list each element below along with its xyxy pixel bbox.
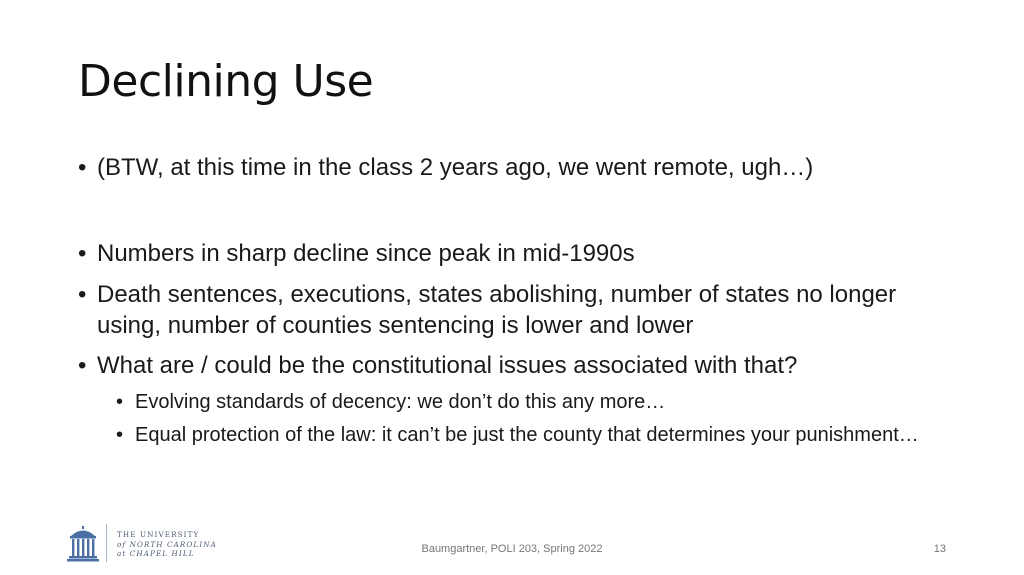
sub-bullet-item [78,421,958,450]
slide-body [78,152,958,450]
sub-bullet-item [78,388,958,417]
sub-bullet-text: Evolving standards of decency: we don’t do this any more… [135,391,666,413]
bullet-text: Numbers in sharp decline since peak in mid-1990s [97,240,635,267]
bullet-dot: • [78,240,87,267]
sub-bullet-text: Equal protection of the law: it can’t be just the county that determines your punishment… [135,424,919,446]
page-number: 13 [933,543,946,555]
bullet-dot: • [78,352,87,379]
wordmark-line-2: of NORTH CAROLINA [117,539,217,549]
bullet-item [78,350,958,381]
bullet-dot: • [78,281,87,308]
footer-text: Baumgartner, POLI 203, Spring 2022 [421,543,603,555]
wordmark-line-1: THE UNIVERSITY [117,530,200,539]
wordmark-line-3: at CHAPEL HILL [117,549,195,558]
bullet-item [78,238,958,269]
bullet-text: (BTW, at this time in the class 2 years ago, we went remote, ugh…) [97,154,814,181]
bullet-text: What are / could be the constitutional issues associated with that? [97,352,798,379]
sub-bullet-dot: • [116,391,124,413]
bullet-text: Death sentences, executions, states abolishing, number of states no longer using, number of counties sentencing is lower and lower [97,281,897,339]
sub-bullet-dot: • [116,424,124,446]
bullet-item [78,279,958,341]
slide-title: Declining Use [78,56,374,107]
bullet-item [78,152,958,183]
bullet-dot: • [78,154,87,181]
